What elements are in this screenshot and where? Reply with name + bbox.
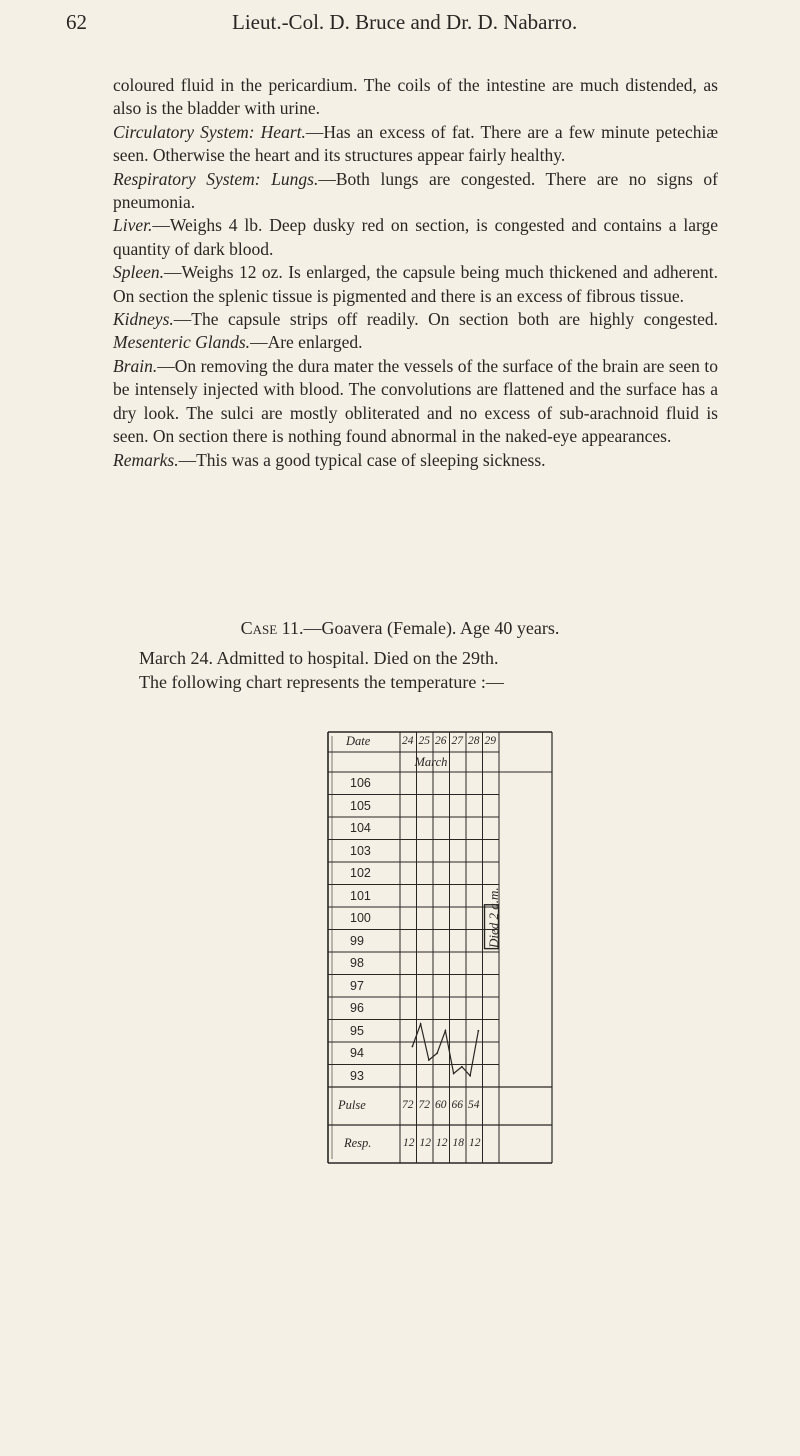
page-number: 62: [66, 10, 87, 34]
paragraph-text: —Weighs 4 lb. Deep dusky red on section, is congested and contains a large quantity of dark blood.: [113, 215, 718, 259]
paragraph-heading: Kidneys.: [113, 309, 174, 330]
pulse-value: 54: [468, 1099, 480, 1111]
temperature-tick-label: 103: [350, 843, 371, 858]
temperature-tick-label: 95: [350, 1023, 364, 1038]
paragraph: [113, 308, 718, 355]
paragraph-text: —Weighs 12 oz. Is enlarged, the capsule being much thickened and adherent. On section the splenic tissue is pigmented and there is an excess of fibrous tissue.: [113, 262, 718, 306]
paragraph: [113, 214, 718, 261]
paragraph-text: —The capsule strips off readily. On section both are highly congested.: [173, 309, 718, 330]
date-label: 29: [484, 735, 496, 747]
date-label: 26: [435, 735, 447, 747]
paragraph-heading: Brain.: [113, 355, 158, 376]
paragraph-text: —Are enlarged.: [250, 332, 363, 353]
temperature-point: [420, 1023, 422, 1025]
paragraph-heading: Circulatory System: Heart.: [113, 121, 306, 142]
paragraph: [113, 74, 718, 121]
temperature-tick-label: 106: [350, 776, 371, 790]
resp-value: 12: [419, 1137, 431, 1149]
resp-value: 12: [469, 1137, 481, 1149]
paragraph: [113, 261, 718, 308]
temperature-line: [412, 1024, 478, 1076]
date-label: 24: [402, 735, 414, 747]
case-title: 11.—Goavera (Female). Age 40 years.: [277, 618, 560, 638]
paragraph: [113, 121, 718, 168]
paragraph: [113, 355, 718, 449]
case-heading: [0, 618, 800, 639]
temperature-tick-label: 102: [350, 866, 371, 880]
temperature-point: [477, 1030, 479, 1032]
running-header: [0, 10, 800, 44]
month-label: March: [414, 755, 448, 769]
temperature-tick-label: 93: [350, 1068, 364, 1083]
temperature-point: [469, 1075, 471, 1077]
temperature-point: [453, 1073, 455, 1075]
case-intro-line: The following chart represents the temperature :—: [139, 672, 504, 692]
temperature-tick-label: 99: [350, 933, 364, 948]
paragraph-heading: Spleen.: [113, 262, 165, 283]
temperature-chart-svg: [326, 730, 556, 1456]
paragraph-text: —Has an excess of fat. There are a few minute petechiæ seen. Otherwise the heart and its structures appear fairly healthy.: [113, 121, 718, 166]
date-row-label: Date: [346, 734, 371, 748]
paragraph: [113, 168, 718, 215]
running-title: Lieut.-Col. D. Bruce and Dr. D. Nabarro.: [232, 10, 578, 34]
temperature-tick-label: 101: [350, 888, 371, 903]
temperature-point: [436, 1052, 438, 1054]
paragraph-text: —On removing the dura mater the vessels of the surface of the brain are seen to be intensely injected with blood. The convolutions are flattened and the surface has a dry look. The sulci are mostly obliterated and no excess of sub-arachnoid fluid is seen. On section there is nothing found abnormal in the naked-eye appearances.: [113, 355, 718, 447]
paragraph: [113, 449, 718, 472]
resp-value: 12: [436, 1137, 448, 1149]
paragraph-heading: Liver.: [113, 215, 153, 236]
temperature-point: [461, 1066, 463, 1068]
paragraph-text: —Both lungs are congested. There are no signs of pneumonia.: [113, 168, 718, 213]
temperature-tick-label: 104: [350, 821, 371, 835]
temperature-chart: [326, 730, 556, 1456]
resp-row-label: Resp.: [344, 1136, 372, 1150]
date-label: 25: [418, 735, 430, 747]
paragraph-text: coloured fluid in the pericardium. The coils of the intestine are much distended, as also is the bladder with urine.: [113, 75, 718, 119]
paragraph-heading: Remarks.: [113, 449, 179, 470]
pulse-value: 72: [418, 1099, 430, 1111]
temperature-tick-label: 96: [350, 1001, 364, 1015]
temperature-tick-label: 100: [350, 911, 371, 925]
temperature-point: [411, 1046, 413, 1048]
temperature-tick-label: 98: [350, 956, 364, 970]
paragraph-text: —This was a good typical case of sleeping sickness.: [178, 449, 546, 470]
temperature-point: [444, 1030, 446, 1032]
temperature-tick-label: 97: [350, 978, 364, 993]
date-label: 28: [468, 735, 480, 747]
resp-value: 18: [452, 1137, 464, 1149]
body-text: [113, 74, 718, 472]
date-label: 27: [451, 735, 463, 747]
pulse-row-label: Pulse: [338, 1098, 366, 1112]
pulse-value: 72: [402, 1099, 414, 1111]
paragraph-heading: Mesenteric Glands.: [113, 332, 251, 353]
case-intro-line: March 24. Admitted to hospital. Died on the 29th.: [139, 648, 499, 668]
died-annotation: Died 2 a.m.: [485, 886, 501, 948]
resp-value: 12: [403, 1137, 415, 1149]
case-label: Case: [240, 618, 278, 638]
pulse-value: 66: [451, 1099, 463, 1111]
temperature-point: [428, 1059, 430, 1061]
paragraph-heading: Respiratory System: Lungs.: [113, 168, 319, 189]
pulse-value: 60: [435, 1099, 447, 1111]
temperature-tick-label: 94: [350, 1046, 364, 1060]
temperature-tick-label: 105: [350, 798, 371, 813]
